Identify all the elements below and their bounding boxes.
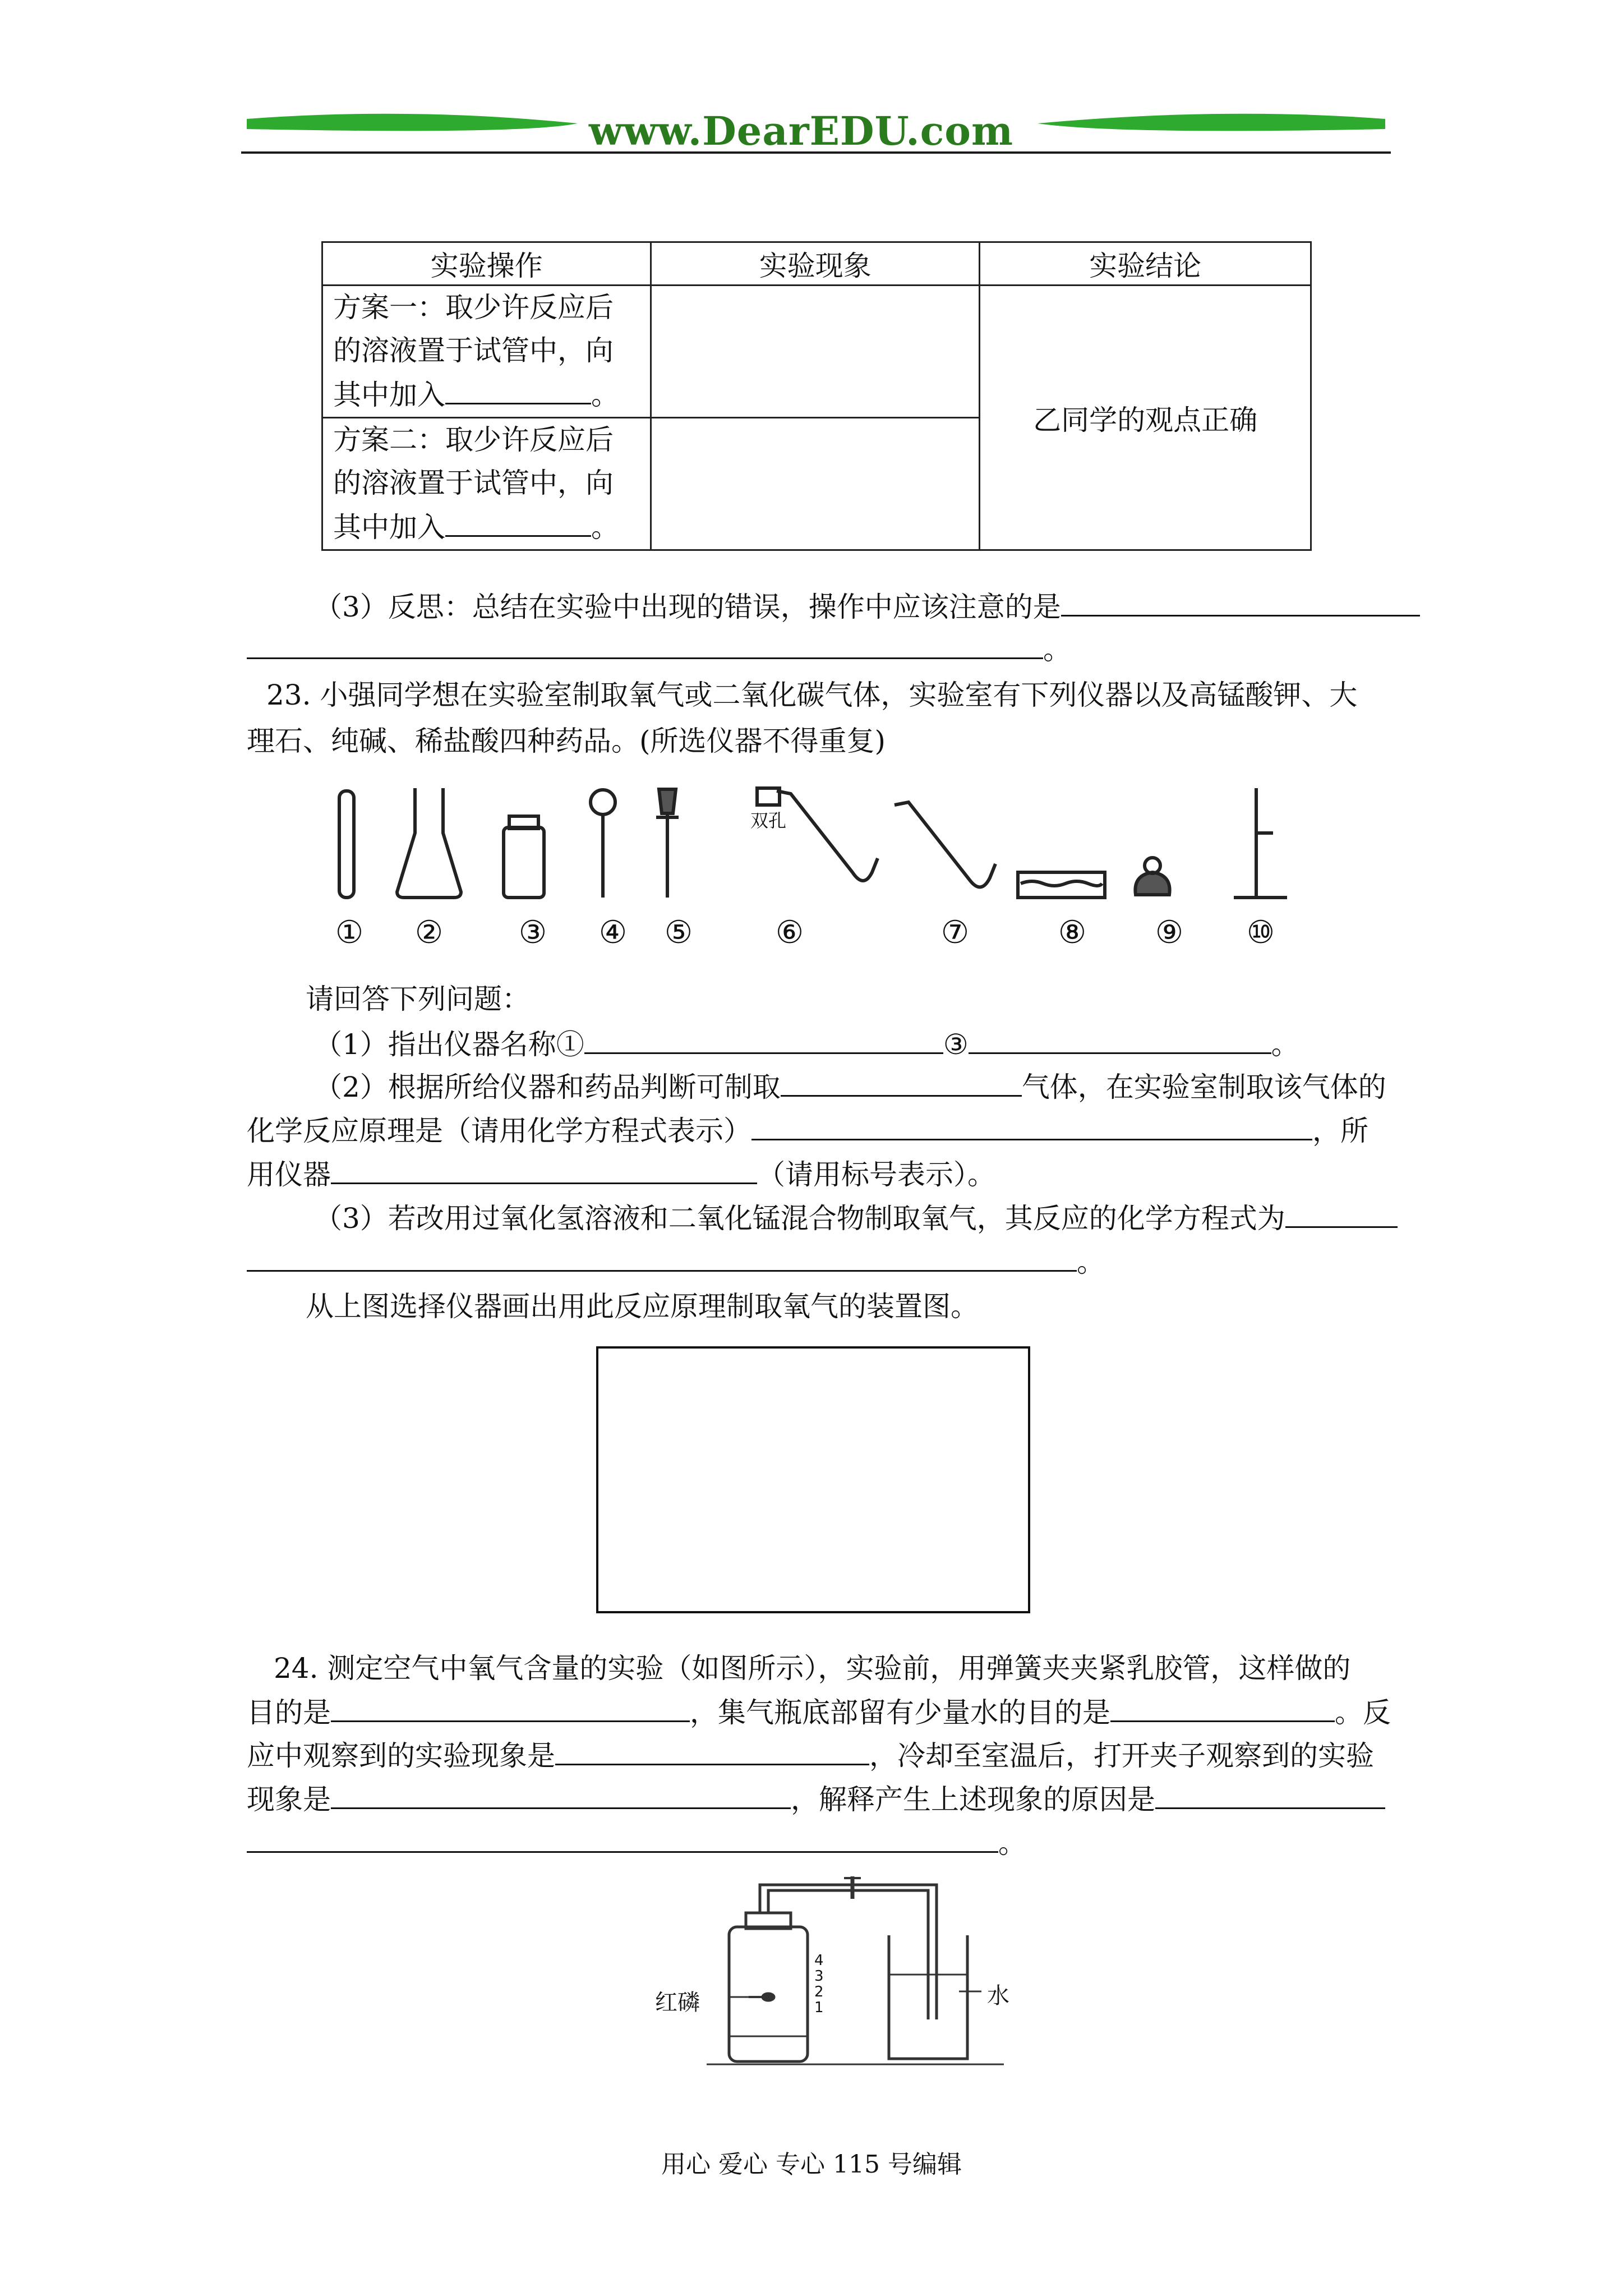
separatory-funnel-icon [656, 789, 679, 898]
answer-blank[interactable] [331, 1152, 757, 1184]
q23-part2-line3: 用仪器 （请用标号表示）。 [247, 1152, 995, 1197]
instrument-label: ④ [598, 914, 628, 951]
answer-blank[interactable] [969, 1022, 1271, 1054]
plan-one-line: 方案一：取少许反应后 [333, 291, 614, 324]
scale-mark: 3 [814, 1968, 824, 1985]
q24-line3: 应中观察到的实验现象是 ，冷却至室温后，打开夹子观察到的实验 [247, 1733, 1374, 1778]
scale-mark: 1 [814, 1999, 824, 2016]
answer-blank[interactable] [331, 1777, 791, 1809]
plan-one-line: 其中加入 。 [333, 372, 640, 417]
instruments-figure [325, 783, 1307, 912]
plan-two-line: 方案二：取少许反应后 [333, 424, 614, 456]
answer-blank[interactable] [331, 1690, 690, 1722]
table-row [322, 286, 1311, 418]
conclusion-cell: 乙同学的观点正确 [980, 286, 1311, 550]
instrument-label: ② [414, 914, 444, 951]
q23-part2-line1: （2）根据所给仪器和药品判断可制取 气体，在实验室制取该气体的 [314, 1065, 1386, 1109]
header-banner [241, 107, 1391, 157]
test-tube-icon [339, 791, 354, 898]
answer-blank[interactable] [247, 1240, 1077, 1272]
plan-two-cell [322, 418, 651, 550]
phenomenon-cell[interactable] [651, 418, 980, 550]
experiment-table [321, 241, 1312, 551]
q24-line1: 24. 测定空气中氧气含量的实验（如图所示），实验前，用弹簧夹夹紧乳胶管，这样做的 [274, 1652, 1351, 1685]
q24-line4: 现象是 ，解释产生上述现象的原因是 [247, 1777, 1385, 1821]
answer-blank[interactable] [445, 372, 591, 404]
answer-blank[interactable] [1110, 1690, 1335, 1722]
q23-part2-line2: 化学反应原理是（请用化学方程式表示） ，所 [247, 1108, 1368, 1153]
table-header-cell: 实验结论 [980, 242, 1311, 286]
water-label: 水 [987, 1983, 1009, 2009]
double-hole-label: 双孔 [750, 810, 787, 831]
oxygen-measurement-apparatus-figure [707, 1874, 1021, 2076]
header-logo-text: www.DearEDU.com [589, 108, 1014, 154]
q24-line2: 目的是 ，集气瓶底部留有少量水的目的是 。反 [247, 1690, 1391, 1734]
delivery-tube-icon [760, 1885, 937, 2019]
q22-reflection-line: （3）反思：总结在实验中出现的错误，操作中应该注意的是 [314, 585, 1420, 629]
table-header-cell: 实验现象 [651, 242, 980, 286]
instrument-label: ③ [518, 914, 547, 951]
iron-stand-icon [1234, 788, 1287, 898]
q23-part1: （1）指出仪器名称① ③ 。 [314, 1022, 1299, 1066]
conical-flask-icon [397, 788, 461, 898]
bent-delivery-tube-icon [895, 802, 995, 887]
scale-mark: 4 [814, 1952, 824, 1969]
instrument-label: ① [335, 914, 364, 951]
water-trough-icon [1018, 872, 1105, 898]
answer-blank[interactable] [1285, 1196, 1398, 1228]
long-neck-funnel-icon [591, 790, 615, 898]
alcohol-lamp-icon [1135, 858, 1169, 895]
answer-blank[interactable] [445, 505, 591, 537]
answer-blank[interactable] [1061, 585, 1420, 616]
double-hole-stopper-tube-icon [757, 788, 878, 881]
answer-blank[interactable] [584, 1022, 943, 1054]
drawing-box[interactable] [596, 1346, 1030, 1613]
q24-line5: 。 [247, 1821, 1026, 1865]
instrument-label: ⑤ [664, 914, 693, 951]
red-phosphorus-label: 红磷 [655, 1990, 700, 2016]
plan-one-line: 的溶液置于试管中，向 [333, 334, 614, 367]
spring-clip-icon [844, 1876, 861, 1899]
q23-part3-line2: 。 [247, 1240, 1105, 1284]
plan-one-cell [322, 286, 651, 418]
answer-blank[interactable] [1155, 1777, 1385, 1809]
q23-prompt: 请回答下列问题： [306, 983, 530, 1015]
q23-stem-line1: 23. 小强同学想在实验室制取氧气或二氧化碳气体，实验室有下列仪器以及高锰酸钾、大 [266, 679, 1358, 711]
burning-spoon-icon [749, 1994, 774, 2000]
instrument-label: ⑥ [775, 914, 804, 951]
phenomenon-cell[interactable] [651, 286, 980, 418]
plan-two-line: 的溶液置于试管中，向 [333, 467, 614, 499]
answer-blank[interactable] [781, 1065, 1022, 1097]
instrument-label: ⑧ [1058, 914, 1087, 951]
gas-collecting-bottle-icon [729, 1913, 808, 2062]
table-header-row [322, 242, 1311, 286]
scale-mark: 2 [814, 1984, 824, 2000]
page-footer: 用心 爱心 专心 115 号编辑 [661, 2150, 962, 2179]
q23-draw-prompt: 从上图选择仪器画出用此反应原理制取氧气的装置图。 [306, 1290, 979, 1323]
answer-blank[interactable] [247, 1821, 998, 1853]
answer-blank[interactable] [555, 1733, 869, 1765]
instrument-label: ⑦ [940, 914, 970, 951]
answer-blank[interactable] [751, 1108, 1312, 1140]
plan-two-line: 其中加入 。 [333, 505, 640, 549]
q22-reflection-line2: 。 [247, 627, 1071, 671]
answer-blank[interactable] [247, 627, 1043, 659]
instrument-label: ⑨ [1155, 914, 1184, 951]
gas-jar-icon [504, 816, 544, 898]
table-header-cell: 实验操作 [322, 242, 651, 286]
q23-stem-line2: 理石、纯碱、稀盐酸四种药品。(所选仪器不得重复) [247, 725, 886, 757]
instrument-label: ⑩ [1246, 914, 1275, 951]
q23-part3-line1: （3）若改用过氧化氢溶液和二氧化锰混合物制取氧气，其反应的化学方程式为 [314, 1196, 1398, 1240]
